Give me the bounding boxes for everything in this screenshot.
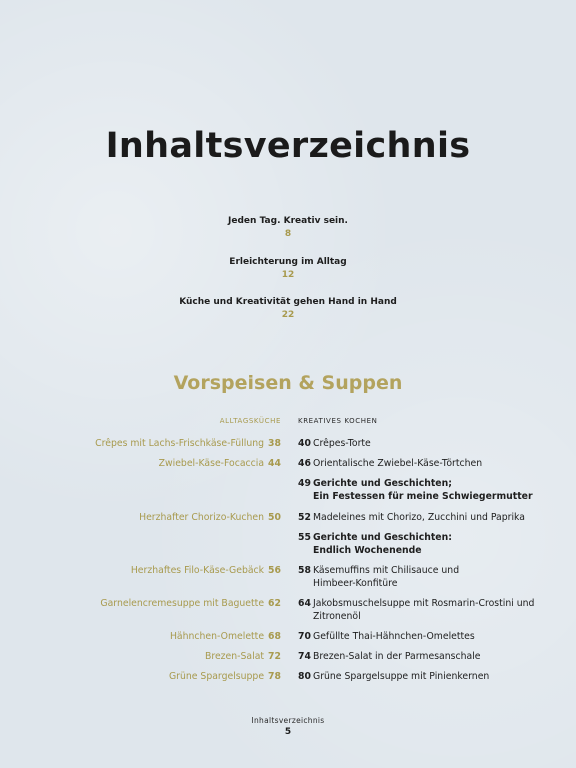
toc-left-page: 62 <box>268 598 281 609</box>
intro-entry-page: 12 <box>281 270 295 280</box>
toc-right-entry[interactable] <box>298 437 548 450</box>
footer-running-title: Inhaltsverzeichnis <box>251 716 325 725</box>
column-header-kreatives-kochen: KREATIVES KOCHEN <box>298 417 378 425</box>
section-title: Vorspeisen & Suppen <box>173 372 403 394</box>
toc-left-page: 78 <box>268 671 281 682</box>
intro-entry-title: Jeden Tag. Kreativ sein. <box>228 216 348 226</box>
toc-right-title-line2: Endlich Wochenende <box>313 545 422 556</box>
toc-right-page: 74 <box>298 651 311 662</box>
toc-left-page: 44 <box>268 458 281 469</box>
toc-right-title: Käsemuffins mit Chilisauce und <box>313 565 460 576</box>
toc-right-entry[interactable] <box>298 630 548 643</box>
toc-left-page: 38 <box>268 438 281 449</box>
toc-right-page: 46 <box>298 458 311 469</box>
toc-right-entry[interactable] <box>298 670 548 683</box>
toc-right-page: 80 <box>298 671 311 682</box>
footer-page-number: 5 <box>284 727 292 737</box>
toc-left-title: Zwiebel-Käse-Focaccia <box>158 458 265 469</box>
toc-left-page: 72 <box>268 651 281 662</box>
toc-left-page: 56 <box>268 565 281 576</box>
toc-left-entry[interactable] <box>169 670 281 683</box>
toc-right-title-line2: Ein Festessen für meine Schwiegermutter <box>313 491 533 502</box>
toc-right-entry[interactable] <box>298 564 548 590</box>
toc-left-title: Herzhaftes Filo-Käse-Gebäck <box>130 565 265 576</box>
toc-left-page: 50 <box>268 512 281 523</box>
toc-right-entry[interactable] <box>298 650 548 663</box>
toc-right-title-line2: Himbeer-Konfitüre <box>313 578 398 589</box>
toc-right-title: Crêpes-Torte <box>313 438 371 449</box>
toc-right-title: Orientalische Zwiebel-Käse-Törtchen <box>313 458 483 469</box>
toc-right-title: Gefüllte Thai-Hähnchen-Omelettes <box>313 631 475 642</box>
intro-entry <box>0 216 576 239</box>
toc-right-entry[interactable] <box>298 531 548 557</box>
toc-right-entry[interactable] <box>298 457 548 470</box>
toc-right-entry[interactable] <box>298 511 548 524</box>
toc-right-page: 52 <box>298 512 311 523</box>
page-footer <box>0 716 576 737</box>
toc-left-title: Hähnchen-Omelette <box>169 631 265 642</box>
toc-right-title: Madeleines mit Chorizo, Zucchini und Paprika <box>313 512 525 523</box>
toc-right-title: Gerichte und Geschichten: <box>313 532 452 543</box>
intro-entry <box>0 257 576 280</box>
toc-left-entry[interactable] <box>100 597 281 610</box>
toc-right-entry[interactable] <box>298 477 548 503</box>
toc-left-title: Garnelencremesuppe mit Baguette <box>100 598 265 609</box>
intro-entry-title: Erleichterung im Alltag <box>229 257 347 267</box>
toc-right-page: 55 <box>298 532 311 543</box>
toc-left-page: 68 <box>268 631 281 642</box>
toc-left-title: Brezen-Salat <box>204 651 265 662</box>
intro-entry-title: Küche und Kreativität gehen Hand in Hand <box>179 297 397 307</box>
toc-left-entry[interactable] <box>205 650 281 663</box>
toc-right-title: Grüne Spargelsuppe mit Pinienkernen <box>313 671 490 682</box>
toc-left-entry[interactable] <box>139 511 281 524</box>
toc-right-title: Gerichte und Geschichten; <box>313 478 452 489</box>
toc-right-title: Brezen-Salat in der Parmesanschale <box>313 651 481 662</box>
toc-right-page: 70 <box>298 631 311 642</box>
intro-entry-page: 22 <box>281 310 295 320</box>
toc-right-page: 49 <box>298 478 311 489</box>
toc-right-title-line2: Zitronenöl <box>313 611 361 622</box>
toc-right-page: 64 <box>298 598 311 609</box>
intro-entry-page: 8 <box>284 229 292 239</box>
toc-left-entry[interactable] <box>159 457 281 470</box>
toc-right-page: 40 <box>298 438 311 449</box>
toc-right-entry[interactable] <box>298 597 548 623</box>
intro-entry <box>0 297 576 320</box>
toc-right-page: 58 <box>298 565 311 576</box>
toc-left-entry[interactable] <box>95 437 281 450</box>
toc-left-title: Crêpes mit Lachs-Frischkäse-Füllung <box>95 438 265 449</box>
column-header-alltagskueche: ALLTAGSKÜCHE <box>219 417 281 425</box>
page-title: Inhaltsverzeichnis <box>105 126 471 166</box>
toc-right-title: Jakobsmuschelsuppe mit Rosmarin-Crostini und <box>313 598 535 609</box>
toc-left-title: Grüne Spargelsuppe <box>168 671 265 682</box>
toc-left-entry[interactable] <box>170 630 281 643</box>
toc-left-title: Herzhafter Chorizo-Kuchen <box>139 512 265 523</box>
toc-left-entry[interactable] <box>131 564 281 577</box>
